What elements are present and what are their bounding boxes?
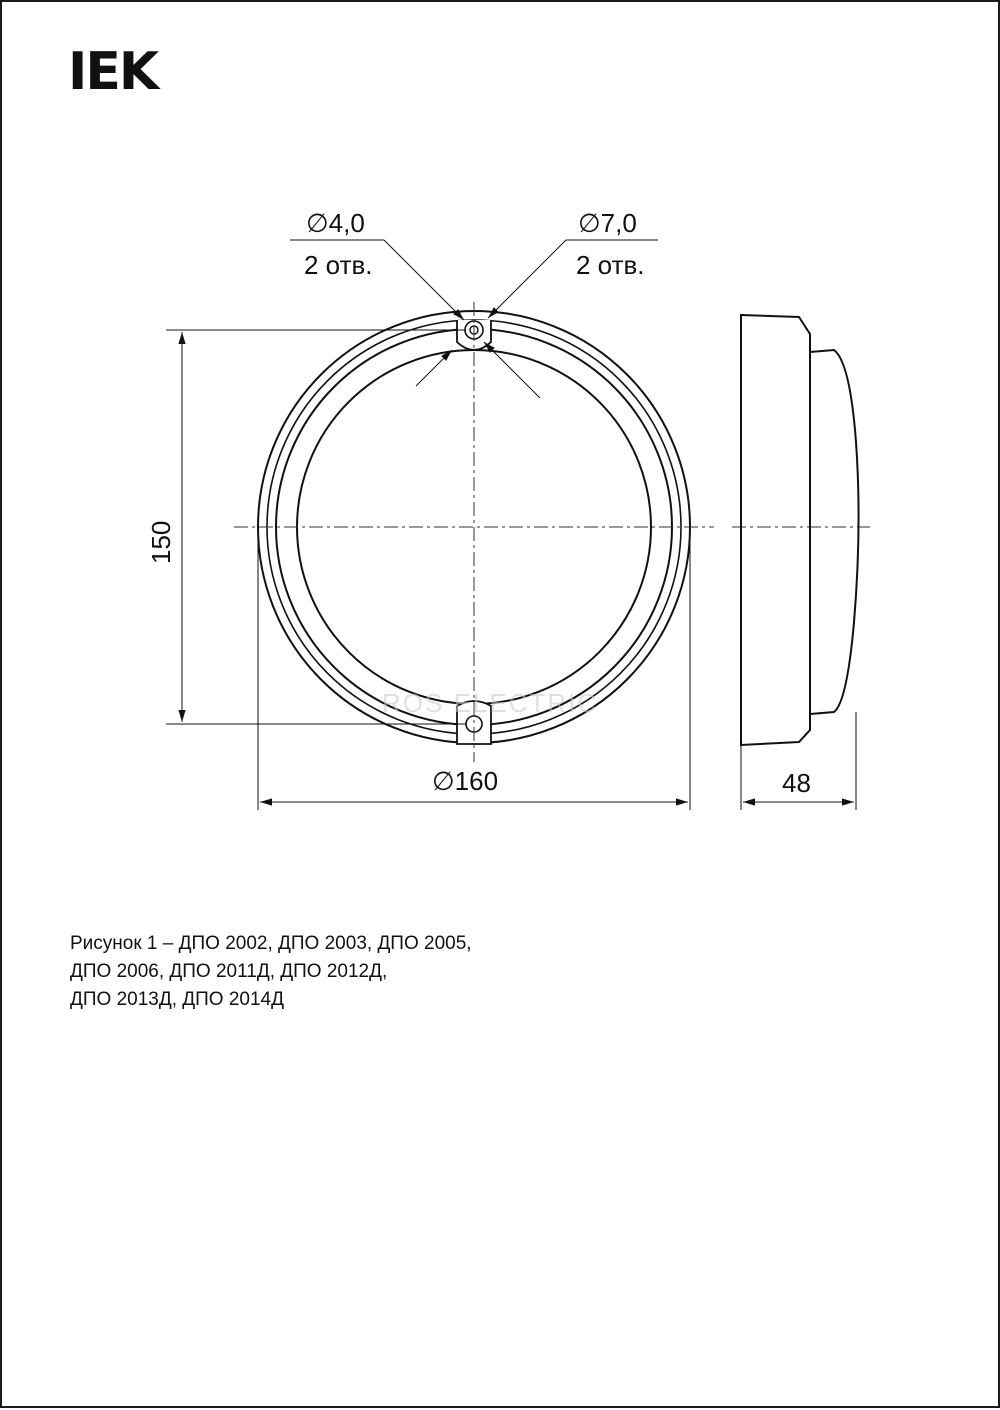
large-hole-count-label: 2 отв. (576, 250, 645, 280)
leader-small-top (384, 240, 464, 320)
large-hole-diameter-label: ∅7,0 (578, 208, 637, 238)
leader-large-top (488, 240, 566, 318)
depth-dimension-label: 48 (782, 768, 811, 798)
figure-caption (70, 930, 472, 1014)
small-hole-count-label: 2 отв. (304, 250, 373, 280)
caption-line: Рисунок 1 – ДПО 2002, ДПО 2003, ДПО 2005, (70, 933, 472, 954)
height-dimension-label: 150 (146, 520, 176, 564)
technical-drawing (2, 2, 1000, 1410)
diameter-dimension-label: ∅160 (432, 766, 499, 796)
side-view (741, 315, 859, 745)
small-hole-diameter-label: ∅4,0 (306, 208, 365, 238)
caption-line: ДПО 2013Д, ДПО 2014Д (70, 989, 284, 1010)
caption-line: ДПО 2006, ДПО 2011Д, ДПО 2012Д, (70, 961, 388, 982)
side-diffuser (810, 350, 859, 714)
watermark-text: ROS ELECTRIC (382, 688, 599, 718)
side-body (741, 315, 810, 745)
leader-large-bottom (484, 342, 540, 398)
iek-logo: IEK (68, 42, 158, 102)
